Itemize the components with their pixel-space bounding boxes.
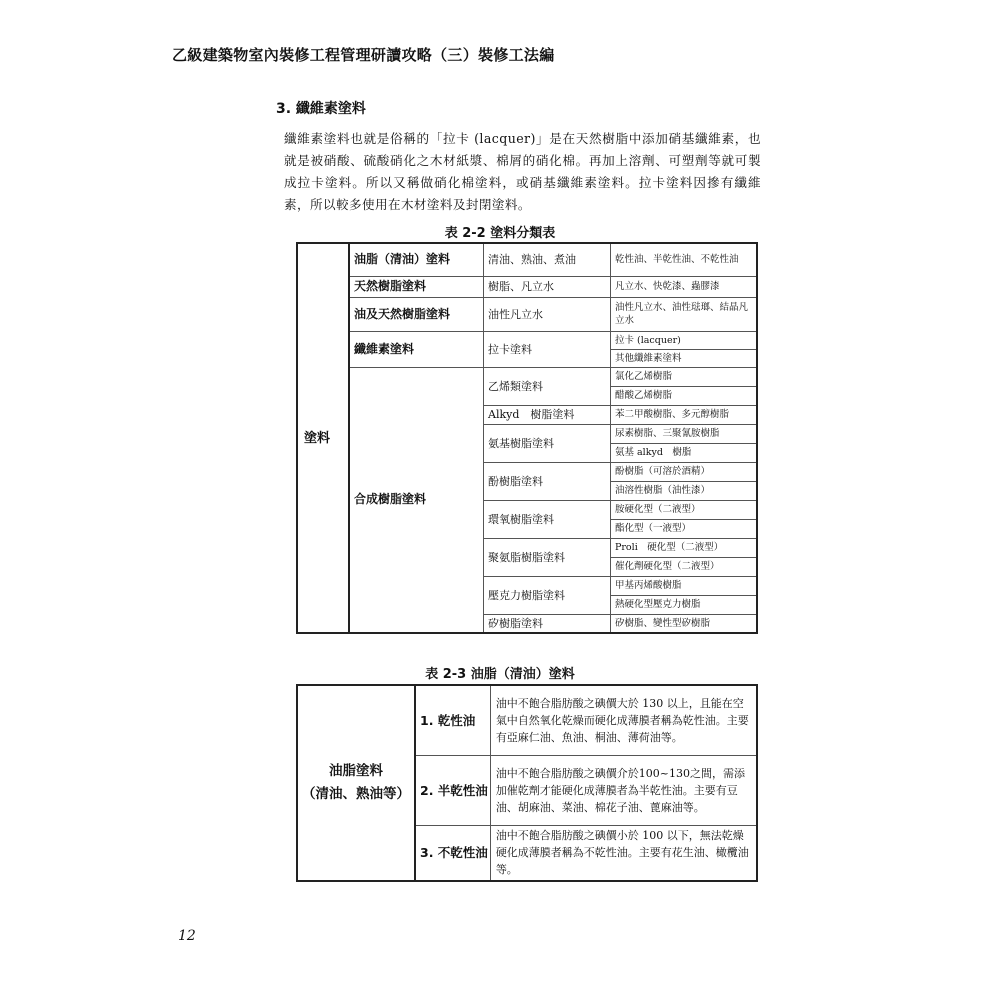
oil-coatings-table [296,684,758,882]
type-cell: 酚樹脂（可溶於酒精） [611,462,758,481]
type-cell: 矽樹脂、變性型矽樹脂 [611,614,758,633]
page-number: 12 [178,928,196,944]
oil-desc-cell: 油中不飽合脂肪酸之碘價大於 130 以上，且能在空氣中自然氧化乾燥而硬化成薄膜者稱為乾性油。主要有亞麻仁油、魚油、桐油、薄荷油等。 [490,685,757,755]
subcategory-cell: 樹脂、凡立水 [484,276,611,297]
type-cell: 酯化型（一液型） [611,519,758,538]
oil-kind-cell: 3. 不乾性油 [415,825,490,881]
oil-coating-group-label: 油脂塗料 （清油、熟油等） [297,685,415,881]
subcategory-cell: 拉卡塗料 [484,331,611,367]
subcategory-cell: 乙烯類塗料 [484,367,611,405]
type-cell: 氯化乙烯樹脂 [611,367,758,386]
category-cell: 油脂（清油）塗料 [349,243,484,276]
subcategory-cell: 氨基樹脂塗料 [484,424,611,462]
section-title: 3. 纖維素塗料 [276,101,366,117]
type-cell: Proli 硬化型（二液型） [611,538,758,557]
coating-classification-table [296,242,758,634]
type-cell: 尿素樹脂、三聚氰胺樹脂 [611,424,758,443]
type-cell: 苯二甲酸樹脂、多元醇樹脂 [611,405,758,424]
running-header: 乙級建築物室內裝修工程管理研讀攻略（三）裝修工法編 [172,46,555,64]
type-cell: 催化劑硬化型（二液型） [611,557,758,576]
type-cell: 醋酸乙烯樹脂 [611,386,758,405]
subcategory-cell: 清油、熟油、煮油 [484,243,611,276]
subcategory-cell: Alkyd 樹脂塗料 [484,405,611,424]
subcategory-cell: 環氧樹脂塗料 [484,500,611,538]
section-body: 纖維素塗料也就是俗稱的「拉卡 (lacquer)」是在天然樹脂中添加硝基纖維素，也就是被硝酸、硫酸硝化之木材紙漿、棉屑的硝化棉。再加上溶劑、可塑劑等就可製成拉卡塗料。所以又稱做硝化棉塗料，或硝基纖維素塗料。拉卡塗料因摻有纖維素，所以較多使用在木材塗料及封閉塗料。 [284,131,761,212]
category-cell: 纖維素塗料 [349,331,484,367]
type-cell: 拉卡 (lacquer) [611,331,758,349]
subcategory-cell: 酚樹脂塗料 [484,462,611,500]
oil-kind-cell: 2. 半乾性油 [415,755,490,825]
table-2-3-caption: 表 2-3 油脂（清油）塗料 [425,667,575,682]
type-cell: 氨基 alkyd 樹脂 [611,443,758,462]
oil-desc-cell: 油中不飽合脂肪酸之碘價介於100~130之間，需添加催乾劑才能硬化成薄膜者為半乾性油。主要有豆油、胡麻油、菜油、棉花子油、蓖麻油等。 [490,755,757,825]
oil-kind-cell: 1. 乾性油 [415,685,490,755]
subcategory-cell: 聚氨脂樹脂塗料 [484,538,611,576]
type-cell: 油性凡立水、油性琺瑯、結晶凡立水 [611,297,758,331]
category-cell: 天然樹脂塗料 [349,276,484,297]
subcategory-cell: 油性凡立水 [484,297,611,331]
category-cell-synthetic: 合成樹脂塗料 [349,367,484,633]
type-cell: 甲基丙烯酸樹脂 [611,576,758,595]
table-2-2-caption: 表 2-2 塗料分類表 [444,226,556,241]
category-cell: 油及天然樹脂塗料 [349,297,484,331]
subcategory-cell: 壓克力樹脂塗料 [484,576,611,614]
type-cell: 油溶性樹脂（油性漆） [611,481,758,500]
table-root-label: 塗料 [297,243,349,633]
type-cell: 熱硬化型壓克力樹脂 [611,595,758,614]
section-fiber-coatings [276,98,761,216]
subcategory-cell: 矽樹脂塗料 [484,614,611,633]
oil-desc-cell: 油中不飽合脂肪酸之碘價小於 100 以下，無法乾燥硬化成薄膜者稱為不乾性油。主要有花生油、橄欖油等。 [490,825,757,881]
type-cell: 乾性油、半乾性油、不乾性油 [611,243,758,276]
type-cell: 胺硬化型（二液型） [611,500,758,519]
type-cell: 其他纖維素塗料 [611,349,758,367]
type-cell: 凡立水、快乾漆、蟲膠漆 [611,276,758,297]
